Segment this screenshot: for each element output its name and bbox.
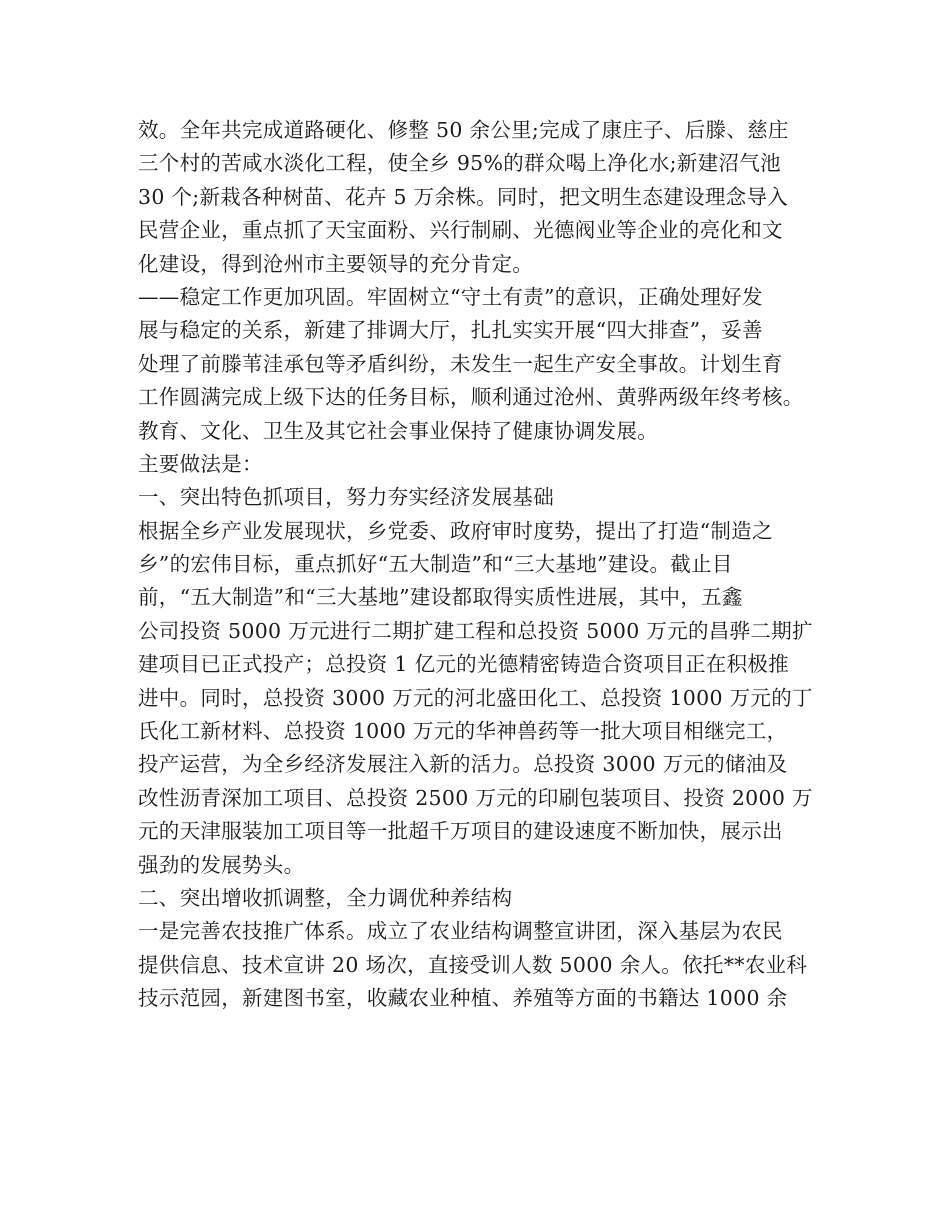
text-line: 强劲的发展势头。: [138, 852, 305, 877]
text-line: 展与稳定的关系，新建了排调大厅，扎扎实实开展“四大排查”，妥善: [138, 318, 763, 343]
text-line: 30 个;新栽各种树苗、花卉 5 万余株。同时，把文明生态建设理念导入: [138, 184, 789, 209]
text-line: 建项目已正式投产；总投资 1 亿元的光德精密铸造合资项目正在积极推: [138, 652, 789, 677]
text-line: 投产运营，为全乡经济发展注入新的活力。总投资 3000 万元的储油及: [138, 752, 788, 777]
section-heading: 二、突出增收抓调整，全力调优种养结构: [138, 885, 513, 910]
text-line: 民营企业，重点抓了天宝面粉、兴行制刷、光德阀业等企业的亮化和文: [138, 218, 783, 243]
text-line: 元的天津服装加工项目等一批超千万项目的建设速度不断加快，展示出: [138, 819, 783, 844]
document-body: [138, 114, 838, 1016]
text-line: 公司投资 5000 万元进行二期扩建工程和总投资 5000 万元的昌骅二期扩: [138, 618, 813, 643]
text-line: 改性沥青深加工项目、总投资 2500 万元的印刷包装项目、投资 2000 万: [138, 785, 813, 810]
text-line: 进中。同时，总投资 3000 万元的河北盛田化工、总投资 1000 万元的丁: [138, 685, 813, 710]
text-line: 处理了前滕苇洼承包等矛盾纠纷，未发生一起生产安全事故。计划生育: [138, 351, 783, 376]
text-line: 乡”的宏伟目标，重点抓好“五大制造”和“三大基地”建设。截止目: [138, 552, 733, 577]
text-line: 氏化工新材料、总投资 1000 万元的华神兽药等一批大项目相继完工，: [138, 719, 788, 744]
text-line: 工作圆满完成上级下达的任务目标，顺利通过沧州、黄骅两级年终考核。: [138, 385, 804, 410]
text-line: 提供信息、技术宣讲 20 场次，直接受训人数 5000 余人。依托**农业科: [138, 952, 808, 977]
text-line: 化建设，得到沧州市主要领导的充分肯定。: [138, 251, 534, 276]
text-line: 前，“五大制造”和“三大基地”建设都取得实质性进展，其中，五鑫: [138, 585, 743, 610]
text-line: 根据全乡产业发展现状，乡党委、政府审时度势，提出了打造“制造之: [138, 518, 773, 543]
text-line: ——稳定工作更加巩固。牢固树立“守土有责”的意识，正确处理好发: [138, 284, 763, 309]
text-line: 主要做法是：: [138, 451, 263, 476]
text-line: 三个村的苦咸水淡化工程，使全乡 95%的群众喝上净化水;新建沼气池: [138, 151, 781, 176]
text-line: 一是完善农技推广体系。成立了农业结构调整宣讲团，深入基层为农民: [138, 919, 783, 944]
text-line: 技示范园，新建图书室，收藏农业种植、养殖等方面的书籍达 1000 余: [138, 986, 788, 1011]
section-heading: 一、突出特色抓项目，努力夯实经济发展基础: [138, 485, 554, 510]
text-line: 效。全年共完成道路硬化、修整 50 余公里;完成了康庄子、后滕、慈庄: [138, 118, 789, 142]
text-line: 教育、文化、卫生及其它社会事业保持了健康协调发展。: [138, 418, 658, 443]
